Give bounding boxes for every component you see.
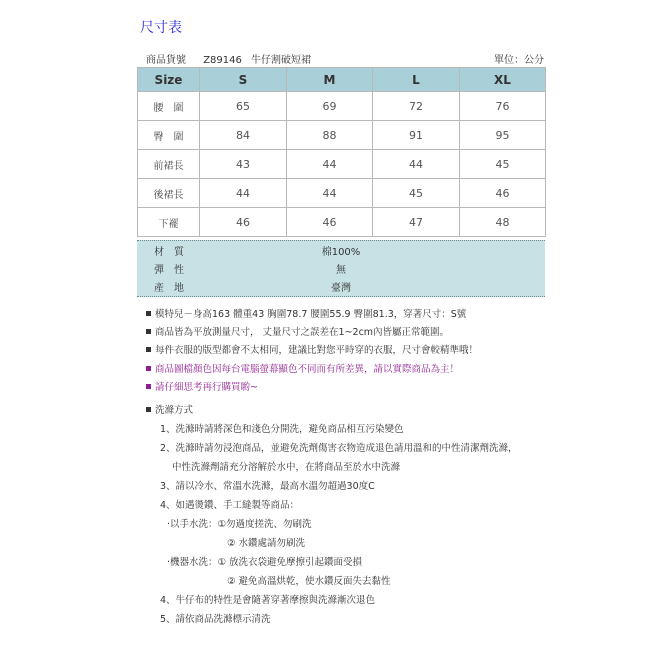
washing-heading-text: 洗滌方式 [155, 405, 194, 416]
size-header-row [138, 68, 546, 92]
size-table [137, 67, 546, 237]
cell: 88 [287, 121, 373, 150]
note-item-highlight [146, 379, 546, 397]
note-item [146, 306, 546, 324]
note-text: 每件衣服的版型都會不太相同，建議比對您平時穿的衣服，尺寸會較精準哦！ [155, 345, 479, 357]
cell: 47 [373, 208, 460, 237]
spec-label: 產地 [154, 283, 194, 294]
washing-line: ② 水鑽處請勿刷洗 [227, 538, 306, 549]
table-row [138, 92, 546, 121]
header-l: L [373, 68, 460, 92]
cell: 43 [200, 150, 287, 179]
cell: 46 [200, 208, 287, 237]
washing-line: 4、牛仔布的特性是會隨著穿著摩擦與洗滌漸次退色 [160, 595, 376, 606]
washing-line: ‧以手水洗：①勿過度搓洗、勿刷洗 [167, 519, 312, 530]
header-s: S [200, 68, 287, 92]
note-item [146, 324, 546, 342]
unit-label: 單位：公分 [494, 55, 544, 66]
row-label: 下襬 [138, 208, 200, 237]
cell: 45 [373, 179, 460, 208]
cell: 44 [373, 150, 460, 179]
product-label: 商品貨號 [146, 55, 186, 66]
product-name: 牛仔割破短裙 [251, 55, 312, 66]
cell: 95 [460, 121, 546, 150]
row-label: 臀 圍 [138, 121, 200, 150]
note-text: 商品皆為平放測量尺寸， 丈量尺寸之誤差在1~2cm內皆屬正常範圍。 [155, 327, 450, 339]
square-bullet-icon [146, 347, 151, 352]
spec-row-elasticity [137, 259, 545, 277]
product-code: Z89146 [203, 55, 242, 66]
spec-label: 材質 [154, 247, 194, 258]
square-bullet-icon [146, 384, 151, 389]
spec-label: 彈性 [154, 265, 194, 276]
washing-line: ② 避免高溫烘乾，使水鑽反面失去黏性 [227, 576, 391, 587]
row-label: 腰 圍 [138, 92, 200, 121]
table-row [138, 208, 546, 237]
header-xl: XL [460, 68, 546, 92]
cell: 65 [200, 92, 287, 121]
washing-instructions [146, 401, 546, 629]
square-bullet-icon [146, 329, 151, 334]
note-item-highlight [146, 361, 546, 379]
cell: 91 [373, 121, 460, 150]
spec-panel [137, 240, 545, 297]
note-item [146, 342, 546, 360]
row-label: 後裙長 [138, 179, 200, 208]
square-bullet-icon [146, 311, 151, 316]
cell: 44 [287, 150, 373, 179]
washing-line: 2、洗滌時請勿浸泡商品，並避免洗劑傷害衣物造成退色請用溫和的中性清潔劑洗滌， [160, 443, 518, 454]
cell: 44 [287, 179, 373, 208]
washing-line: 5、請依商品洗滌標示清洗 [160, 614, 271, 625]
cell: 45 [460, 150, 546, 179]
washing-line: 1、洗滌時請將深色和淺色分開洗，避免商品相互污染變色 [160, 424, 404, 435]
cell: 46 [287, 208, 373, 237]
square-bullet-icon [146, 366, 151, 371]
spec-value: 臺灣 [331, 283, 351, 294]
page-title: 尺寸表 [140, 20, 182, 36]
cell: 46 [460, 179, 546, 208]
header-m: M [287, 68, 373, 92]
table-row [138, 179, 546, 208]
washing-line: 3、請以冷水、常溫水洗滌，最高水溫勿超過30度C [160, 481, 375, 492]
note-text: 模特兒－身高163 體重43 胸圍78.7 腰圍55.9 臀圍81.3，穿著尺寸：S號 [155, 309, 467, 320]
spec-value: 棉100% [321, 247, 361, 258]
washing-line: ‧機器水洗：① 放洗衣袋避免摩擦引起鑽面受損 [167, 557, 363, 568]
spec-row-origin [137, 277, 545, 295]
washing-line: 4、如遇燙鑽、手工縫製等商品： [160, 500, 300, 511]
notes-list [146, 306, 546, 397]
cell: 84 [200, 121, 287, 150]
washing-heading [146, 401, 546, 420]
row-label: 前裙長 [138, 150, 200, 179]
square-bullet-icon [146, 407, 151, 412]
spec-row-material [137, 241, 545, 259]
table-row [138, 150, 546, 179]
cell: 69 [287, 92, 373, 121]
table-row [138, 121, 546, 150]
cell: 72 [373, 92, 460, 121]
note-text: 請仔細思考再行購買喲~ [155, 381, 258, 393]
note-text: 商品圖檔顏色因每台電腦螢幕顯色不同而有所差異，請以實際商品為主！ [155, 363, 460, 375]
cell: 48 [460, 208, 546, 237]
header-size: Size [138, 68, 200, 92]
washing-line: 中性洗滌劑請充分溶解於水中，在將商品至於水中洗滌 [172, 462, 401, 473]
spec-value: 無 [336, 265, 346, 276]
cell: 44 [200, 179, 287, 208]
cell: 76 [460, 92, 546, 121]
product-info [146, 51, 325, 66]
